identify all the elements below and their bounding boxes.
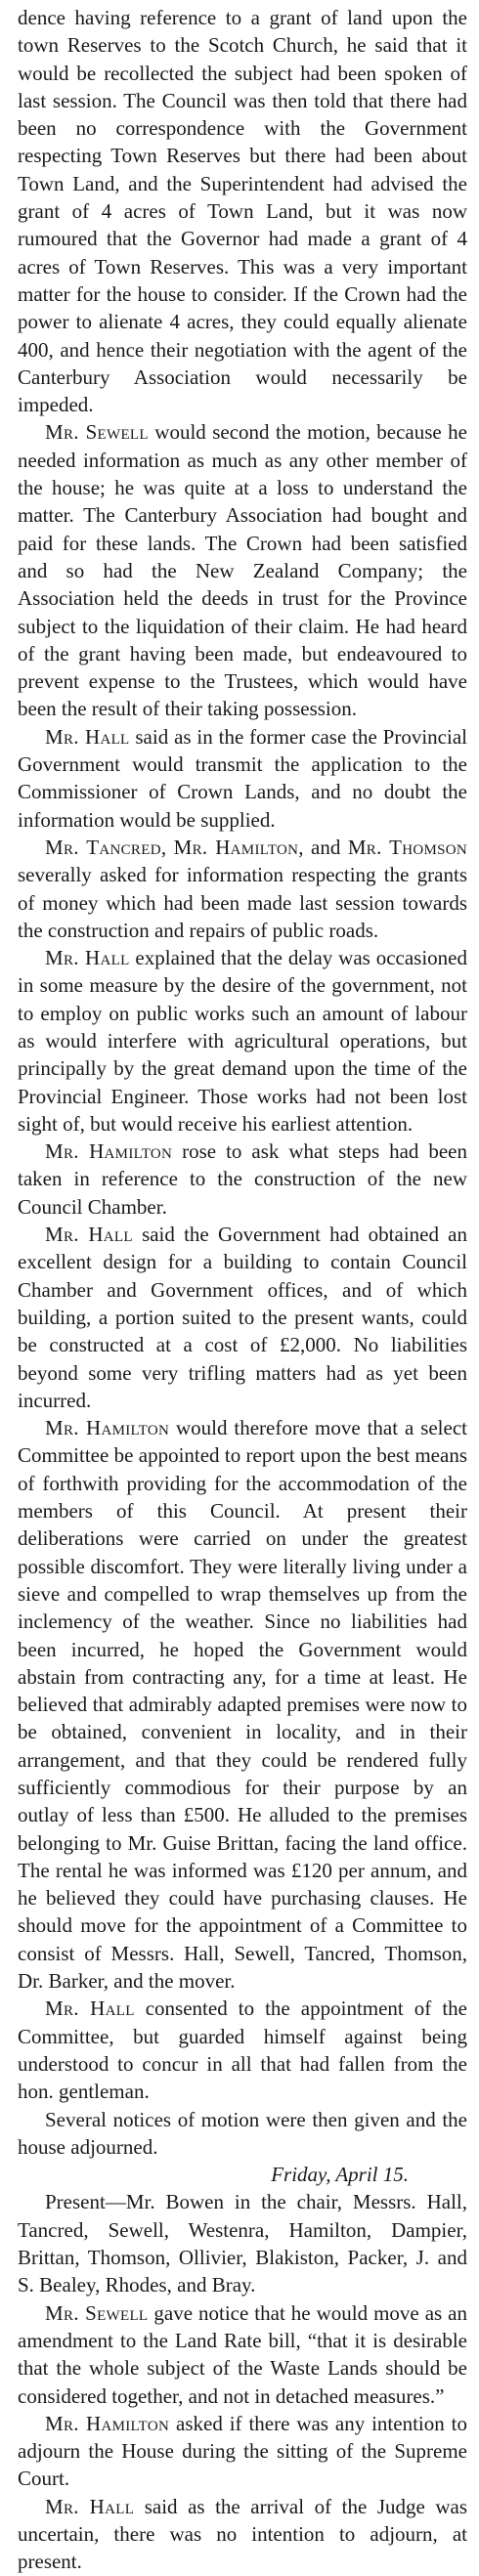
paragraph-hall-former-case (18, 723, 467, 834)
paragraph-hall-design (18, 1221, 467, 1414)
paragraph-hamilton-adjourn (18, 2410, 467, 2493)
separator: , (160, 835, 174, 859)
speaker-name: Mr. Hamilton (45, 1416, 170, 1440)
speaker-name: Mr. Hall (45, 1996, 135, 2021)
speaker-name: Mr. Hamilton (45, 1139, 173, 1164)
attendance-list: Present—Mr. Bowen in the chair, Messrs. Hall, Tancred, Sewell, Westenra, Hamilton, Dampier, Brittan, Thomson, Ollivier, Blakiston, Packer, J. and S. Bealey, Rhodes, and Bray. (18, 2190, 467, 2297)
paragraph-text: said as the arrival of the Judge was uncertain, there was no intention to adjourn, at present. (18, 2494, 467, 2574)
dateline: Friday, April 15. (271, 2163, 409, 2187)
paragraph-hall-delay (18, 944, 467, 1138)
paragraph-text: rose to ask what steps had been taken in reference to the construction of the new Council Chamber. (18, 1139, 467, 1219)
speaker-name: Mr. Tancred (45, 835, 161, 859)
paragraph-sewell-second (18, 418, 467, 722)
separator: , and (298, 835, 348, 859)
paragraph-text: consented to the appointment of the Committee, but guarded himself against being understood to concur in all that had fallen from the hon. gentleman. (18, 1996, 467, 2104)
paragraph-text: would therefore move that a select Committee be appointed to report upon the best means of forthwith providing for the accommodation of the members of this Council. At present their deliberations were carried on under the greatest possible discomfort. They were literally living under a sieve and compelled to wrap themselves up from the inclemency of the weather. Since no liabilities had been incurred, he hoped the Government would abstain from contracting any, for a time at least. He believed that admirably adapted premises were now to be obtained, convenient in locality, and in their arrangement, and that they could be rendered fully sufficiently commodious for their purpose by an outlay of less than £500. He alluded to the premises belonging to Mr. Guise Brittan, facing the land office. The rental he was informed was £120 per annum, and he believed they could have purchasing clauses. He should move for the appointment of a Committee to consist of Messrs. Hall, Sewell, Tancred, Thomson, Dr. Barker, and the mover. (18, 1416, 467, 1994)
paragraph-text: gave notice that he would move as an amendment to the Land Rate bill, “that it is desirable that the whole subject of the Waste Lands should be considered together, and not in detached measures.” (18, 2300, 467, 2408)
paragraph-adjourned (18, 2106, 467, 2162)
speaker-name: Mr. Hall (45, 946, 130, 970)
paragraph-hall-judge (18, 2493, 467, 2576)
paragraph-continued (18, 4, 467, 418)
speaker-name: Mr. Hall (45, 2494, 135, 2518)
paragraph-text: said the Government had obtained an excellent design for a building to contain Council Chamber and Government offices, and of which building, a portion suited to the present wants, could be constructed at a cost of £2,000. No liabilities beyond some very trifling matters had as yet been incurred. (18, 1223, 467, 1412)
paragraph-text: severally asked for information respecting the grants of money which had been made last session towards the construction and repairs of public roads. (18, 863, 467, 942)
speaker-name: Mr. Hamilton (45, 2411, 170, 2435)
paragraph-text: explained that the delay was occasioned in some measure by the desire of the government, not to employ on public works such an amount of labour as would interfere with agricultural operations, but principally by the great demand upon the time of the Provincial Engineer. Those works had not been lost sight of, but would receive his earliest attention. (18, 946, 467, 1136)
speaker-name: Mr. Sewell (45, 420, 149, 445)
paragraph-hamilton-chamber (18, 1138, 467, 1221)
paragraph-text: asked if there was any intention to adjourn the House during the sitting of the Supreme Court. (18, 2411, 467, 2491)
newspaper-column (18, 4, 467, 2576)
speaker-name: Mr. Sewell (45, 2300, 149, 2325)
paragraph-roads-question (18, 834, 467, 944)
paragraph-text: dence having reference to a grant of land upon the town Reserves to the Scotch Church, he said that it would be recollected the subject had been spoken of last session. The Council was then told that there had been no correspondence with the Government respecting Town Reserves but there had been about Town Land, and the Superintendent had advised the grant of 4 acres of Town Land, but it was now rumoured that the Governor had made a grant of 4 acres of Town Reserves. This was a very important matter for the house to consider. If the Crown had the power to alienate 4 acres, they could equally alienate 400, and hence their negotiation with the agent of the Canterbury Association would necessarily be impeded. (18, 6, 467, 417)
paragraph-text: said as in the former case the Provincial Government would transmit the application to the Commissioner of Crown Lands, and no doubt the information would be supplied. (18, 724, 467, 832)
paragraph-text: Several notices of motion were then given and the house adjourned. (18, 2107, 467, 2159)
speaker-name: Mr. Thomson (347, 835, 468, 859)
speaker-name: Mr. Hamilton (173, 835, 299, 859)
speaker-name: Mr. Hall (45, 724, 130, 749)
paragraph-sewell-amendment (18, 2299, 467, 2410)
paragraph-hamilton-committee (18, 1414, 467, 1995)
speaker-name: Mr. Hall (45, 1223, 133, 1247)
paragraph-text: would second the motion, because he needed information as much as any other member of the house; he was quite at a loss to understand the matter. The Canterbury Association had bought and paid for these lands. The Crown had been satisfied and so had the New Zealand Company; the Association held the deeds in trust for the Province subject to the liquidation of their claim. He had heard of the grant having been made, but endeavoured to prevent expense to the Trustees, which would have been the result of their taking possession. (18, 420, 467, 721)
paragraph-hall-consent (18, 1995, 467, 2105)
